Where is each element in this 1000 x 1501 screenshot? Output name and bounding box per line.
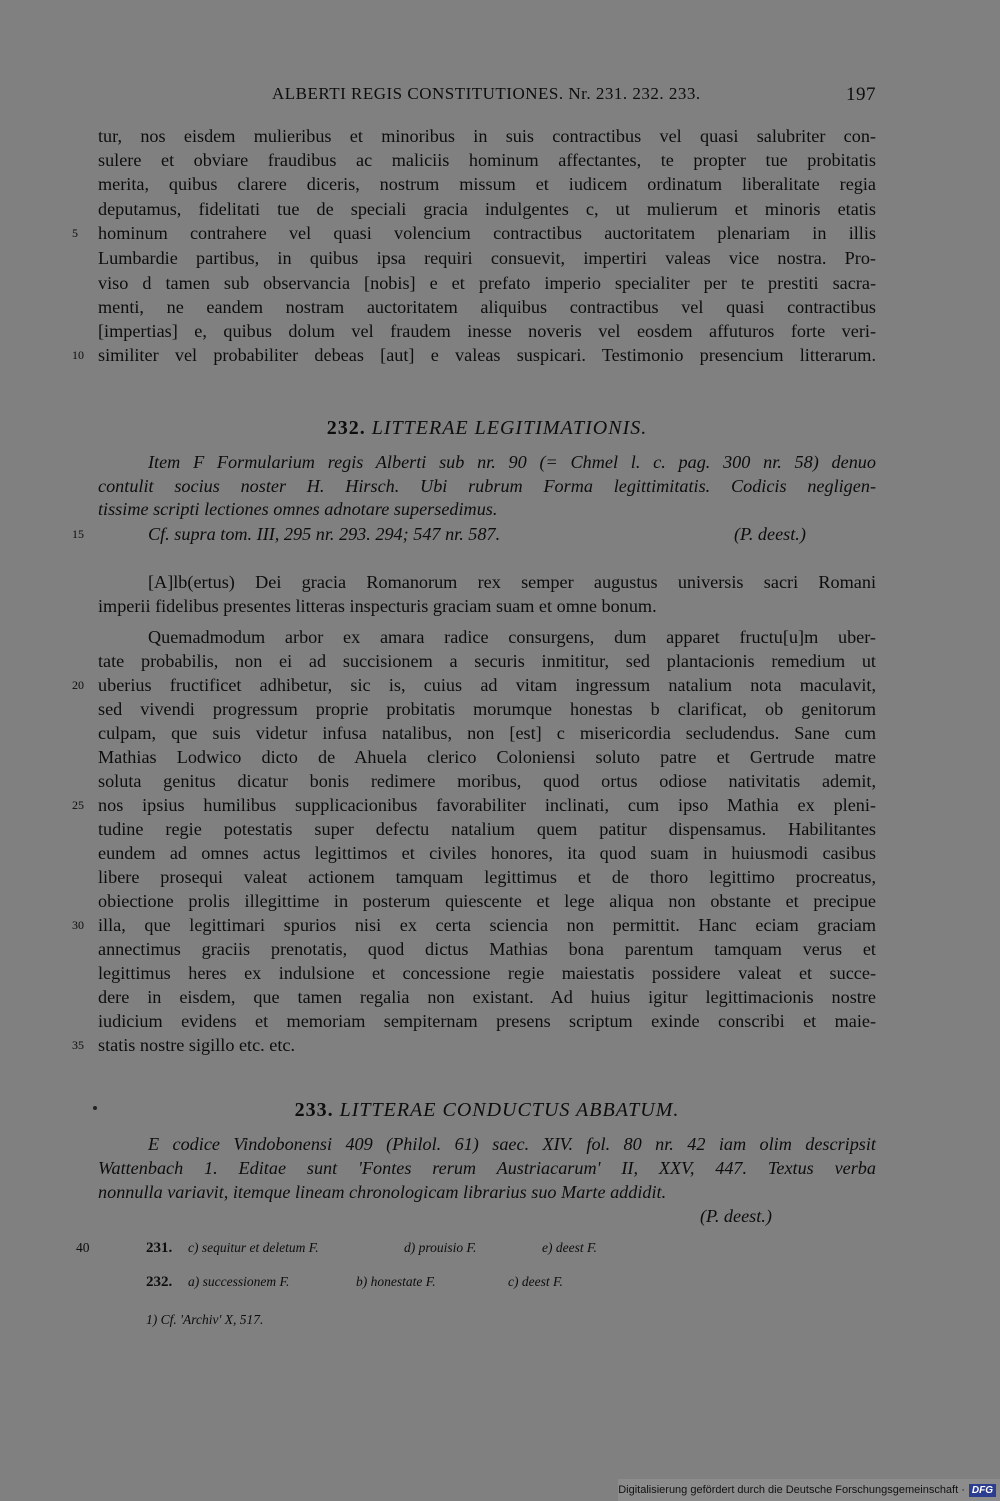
- body-line: tate probabilis, non ei ad succisionem a securis inmititur, sed plantacionis remedium ut: [98, 651, 876, 671]
- text-line: similiter vel probabiliter debeas [aut] e valeas suspicari. Testimonio presencium litterarum.: [98, 345, 876, 365]
- footnote: a) successionem F.: [188, 1274, 290, 1289]
- section-heading-233: [98, 1099, 876, 1122]
- footnote: 1) Cf. 'Archiv' X, 517.: [146, 1312, 264, 1327]
- intro-line: contulit socius noster H. Hirsch. Ubi rubrum Forma legittimitatis. Codicis negligen-: [98, 476, 876, 496]
- body-line: soluta genitus dicatur bonis redimere moribus, quod ortus odiose nativitatis ademit,: [98, 771, 876, 791]
- body-line: dere in eisdem, que tamen regalia non existant. Ad huius igitur legittimacionis nostre: [98, 987, 876, 1007]
- line-number: 20: [72, 678, 84, 692]
- text-line: tur, nos eisdem mulieribus et minoribus in suis contractibus vel quasi salubriter con-: [98, 126, 876, 146]
- footnote: e) deest F.: [542, 1240, 597, 1255]
- footnote: d) prouisio F.: [404, 1240, 477, 1255]
- body-line: sed vivendi progressum proprie probitatis morumque honestas b clarificat, ob genitorum: [98, 699, 876, 719]
- line-number: 25: [72, 798, 84, 812]
- footnote: c) sequitur et deletum F.: [188, 1240, 319, 1255]
- p-deest: (P. deest.): [734, 524, 806, 544]
- header-title: ALBERTI REGIS CONSTITUTIONES. Nr. 231. 232. 233.: [272, 84, 701, 103]
- line-number: 30: [72, 918, 84, 932]
- section-number: 232.: [326, 417, 366, 439]
- body-line: nos ipsius humilibus supplicacionibus favorabiliter inclinati, cum ipso Mathia ex pleni-: [98, 795, 876, 815]
- body-line: tudine regie potestatis super defectu natalium quem patitur dispensamus. Habilitantes: [98, 819, 876, 839]
- body-line: libere prosequi valeat actionem tamquam legittimus et de thoro legittimo procreatus,: [98, 867, 876, 887]
- footnote-number: 231.: [146, 1240, 173, 1256]
- body-line: culpam, que suis videtur infusa natalibus, non [est] c misericordia secludendus. Sane cum: [98, 723, 876, 743]
- running-header: [96, 84, 876, 108]
- line-number: 10: [72, 348, 84, 362]
- intro-line: E codice Vindobonensi 409 (Philol. 61) saec. XIV. fol. 80 nr. 42 iam olim descripsit: [148, 1134, 876, 1154]
- page-number: 197: [846, 84, 876, 105]
- body-line: illa, que legittimari spurios nisi ex certa sciencia non permittit. Hanc eciam graciam: [98, 915, 876, 935]
- section-heading-232: [98, 417, 876, 440]
- body-line: Mathias Lodwico dicto de Ahuela clerico Coloniensi soluto patre et Gertrude matre: [98, 747, 876, 767]
- text-line: menti, ne eandem nostram auctoritatem aliquibus contractibus vel quasi contractibus: [98, 297, 876, 317]
- section-number: 233.: [294, 1099, 334, 1121]
- body-line: Quemadmodum arbor ex amara radice consurgens, dum apparet fructu[u]m uber-: [148, 627, 876, 647]
- body-line: eundem ad omnes actus legittimos et civiles honores, ita quod suam in huiusmodi casibus: [98, 843, 876, 863]
- body-line: legittimus heres ex indulsione et concessione regie maiestatis possidere valeat et succe-: [98, 963, 876, 983]
- footer-text: Digitalisierung gefördert durch die Deutsche Forschungsgemeinschaft ·: [618, 1484, 965, 1496]
- intro-line: Wattenbach 1. Editae sunt 'Fontes rerum Austriacarum' II, XXV, 447. Textus verba: [98, 1158, 876, 1178]
- text-line: merita, quibus clarere diceris, nostrum missum et iudicem ordinatum liberalitate regia: [98, 174, 876, 194]
- dfg-footer: [618, 1479, 1000, 1501]
- line-number: 5: [72, 226, 78, 240]
- p-deest: (P. deest.): [700, 1206, 772, 1226]
- body-line: iudicium evidens et memoriam sempiternam presens scriptum exinde conscribi et maie-: [98, 1011, 876, 1031]
- text-line: sulere et obviare fraudibus ac maliciis hominum affectantes, te propter tue probitatis: [98, 150, 876, 170]
- body-line: annectimus graciis prenotatis, quod dictus Mathias bona parentum tamquam verus et: [98, 939, 876, 959]
- body-line: statis nostre sigillo etc. etc.: [98, 1035, 295, 1055]
- salutation-line: imperii fidelibus presentes litteras inspecturis graciam suam et omne bonum.: [98, 596, 657, 616]
- cross-reference: Cf. supra tom. III, 295 nr. 293. 294; 547 nr. 587.: [148, 524, 501, 544]
- footnote-number: 232.: [146, 1274, 173, 1290]
- intro-line: tissime scripti lectiones omnes adnotare supersedimus.: [98, 499, 498, 519]
- footnote: b) honestate F.: [356, 1274, 436, 1289]
- text-line: hominum contrahere vel quasi volencium contractibus auctoritatem plenariam in illis: [98, 223, 876, 243]
- section-title: LITTERAE LEGITIMATIONIS.: [371, 417, 648, 439]
- margin-dot: [93, 1106, 97, 1110]
- line-number: 15: [72, 527, 84, 541]
- text-line: Lumbardie partibus, in quibus ipsa requiri consuevit, impertiri valeas vice nostra. Pro-: [98, 248, 876, 268]
- footnote: c) deest F.: [508, 1274, 563, 1289]
- dfg-logo: DFG: [969, 1484, 996, 1497]
- footnote-line-number: 40: [76, 1240, 90, 1255]
- intro-line: Item F Formularium regis Alberti sub nr. 90 (= Chmel l. c. pag. 300 nr. 58) denuo: [148, 452, 876, 472]
- body-line: uberius fructificet adhibetur, sic is, cuius ad vitam ingressum natalium nota maculavit,: [98, 675, 876, 695]
- text-line: viso d tamen sub observancia [nobis] e et prefato imperio specialiter per te prestiti sacra-: [98, 273, 876, 293]
- text-line: [impertias] e, quibus dolum vel fraudem inesse noveris vel eosdem affuturos forte veri-: [98, 321, 876, 341]
- text-line: deputamus, fidelitati tue de speciali gracia indulgentes c, ut mulierum et minoris etatis: [98, 199, 876, 219]
- intro-line: nonnulla variavit, itemque lineam chronologicam librarius suo Marte addidit.: [98, 1182, 667, 1202]
- section-title: LITTERAE CONDUCTUS ABBATUM.: [339, 1099, 680, 1121]
- body-line: obiectione prolis illegittime in posterum quiescente et lege aliqua non obstante et precipue: [98, 891, 876, 911]
- line-number: 35: [72, 1038, 84, 1052]
- salutation-line: [A]lb(ertus) Dei gracia Romanorum rex semper augustus universis sacri Romani: [148, 572, 876, 592]
